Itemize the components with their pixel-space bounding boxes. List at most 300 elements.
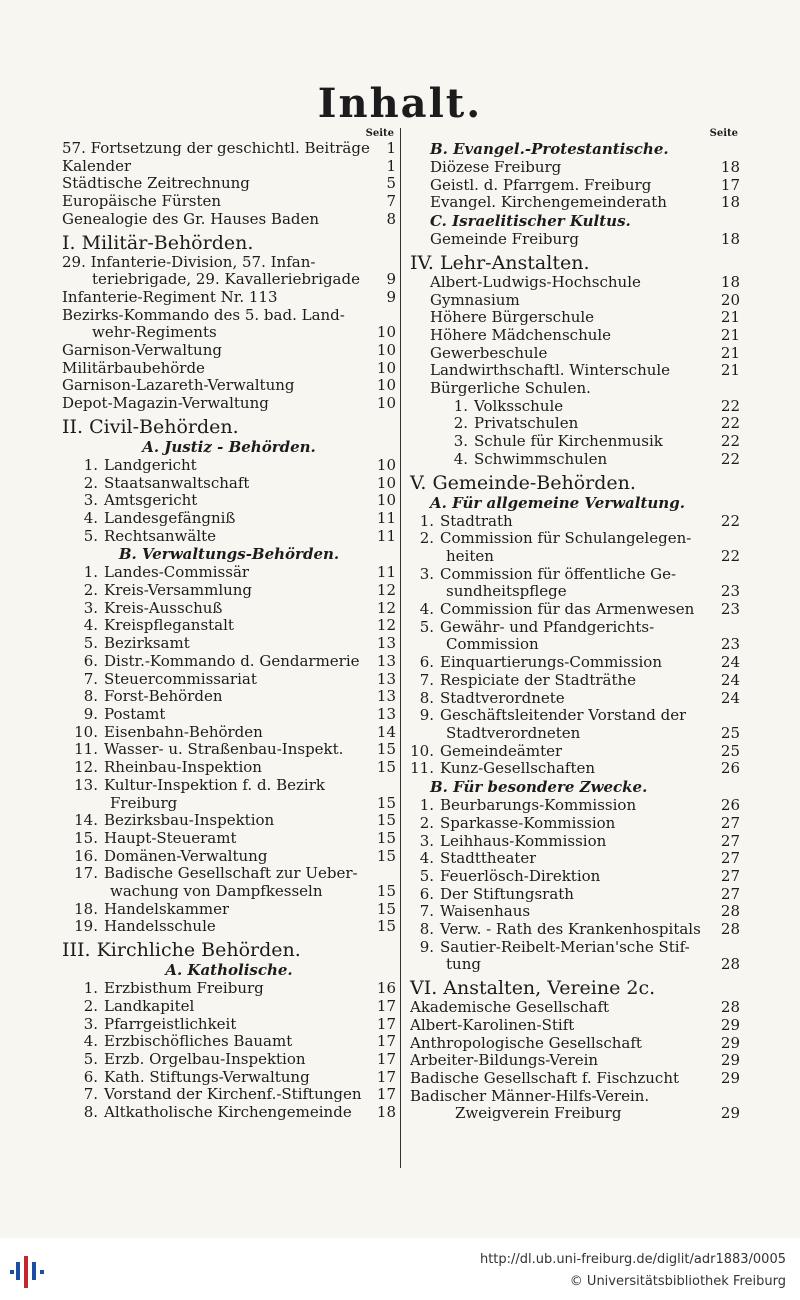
entry-title: Gemeinde Freiburg xyxy=(430,231,579,249)
entry-title: Handelsschule xyxy=(104,918,216,936)
toc-entry xyxy=(62,528,396,546)
entry-page-number: 9 xyxy=(386,270,396,289)
entry-title: Gewähr- und Pfandgerichts- xyxy=(440,618,655,636)
entry-title: Anthropologische Gesellschaft xyxy=(410,1034,642,1052)
entry-page-number: 24 xyxy=(720,653,740,672)
entry-number: 5. xyxy=(83,1050,98,1068)
entry-text xyxy=(430,327,611,345)
entry-page-number: 29 xyxy=(720,1068,740,1087)
entry-text xyxy=(74,582,252,600)
copyright-text: © Universitätsbibliothek Freiburg xyxy=(569,1274,786,1289)
entry-text xyxy=(430,194,667,212)
toc-entry xyxy=(410,274,740,292)
toc-entry xyxy=(410,292,740,310)
entry-text xyxy=(410,1088,649,1106)
entry-number: 2. xyxy=(453,415,468,433)
toc-entry xyxy=(62,564,396,582)
entry-text xyxy=(430,362,670,380)
entry-text xyxy=(410,868,600,886)
toc-entry xyxy=(62,510,396,528)
entry-page-number: 26 xyxy=(720,796,740,815)
toc-entry xyxy=(410,530,740,565)
entry-title: Evangel. Kirchengemeinderath xyxy=(430,194,667,212)
entry-text xyxy=(62,140,370,158)
toc-entry xyxy=(410,886,740,904)
entry-title: Infanterie-Regiment Nr. 113 xyxy=(62,288,278,306)
entry-page-number: 29 xyxy=(720,1033,740,1052)
toc-entry xyxy=(410,309,740,327)
entry-number: 14. xyxy=(74,812,98,830)
toc-entry xyxy=(62,457,396,475)
entry-number: 3. xyxy=(419,565,434,583)
toc-entry xyxy=(410,177,740,195)
entry-title: Altkatholische Kirchengemeinde xyxy=(104,1104,352,1122)
entry-title: Kreispfleganstalt xyxy=(104,617,234,635)
entry-number: 17. xyxy=(74,865,98,883)
entry-number: 8. xyxy=(419,689,434,707)
entry-title: Bezirks-Kommando des 5. bad. Land- xyxy=(62,306,345,324)
seite-label: Seite xyxy=(709,128,738,139)
entry-page-number: 16 xyxy=(376,979,396,998)
entry-text xyxy=(444,415,578,433)
entry-title: Kath. Stiftungs-Verwaltung xyxy=(104,1068,310,1086)
entry-text xyxy=(74,528,216,546)
entry-title: Domänen-Verwaltung xyxy=(104,847,268,865)
entry-page-number: 15 xyxy=(376,828,396,847)
entry-page-number: 21 xyxy=(720,343,740,362)
entry-title: Kunz-Gesellschaften xyxy=(440,760,596,778)
toc-entry xyxy=(62,1033,396,1051)
entry-text xyxy=(410,850,536,868)
entry-title: Schule für Kirchenmusik xyxy=(474,433,663,451)
entry-title: Rheinbau-Inspektion xyxy=(104,759,262,777)
entry-page-number: 21 xyxy=(720,308,740,327)
toc-entry xyxy=(410,1105,740,1123)
toc-entry xyxy=(410,415,740,433)
entry-number: 4. xyxy=(83,1033,98,1051)
entry-page-number: 10 xyxy=(376,491,396,510)
entry-page-number: 11 xyxy=(376,508,396,527)
entry-title: Kultur-Inspektion f. d. Bezirk xyxy=(104,776,325,794)
entry-number: 15. xyxy=(74,829,98,847)
entry-number: 5. xyxy=(83,635,98,653)
entry-page-number: 25 xyxy=(720,723,740,742)
toc-entry xyxy=(410,362,740,380)
entry-title: Sautier-Reibelt-Merian'sche Stif- xyxy=(440,938,690,956)
entry-title: Schwimmschulen xyxy=(474,450,608,468)
entry-text xyxy=(74,901,229,919)
section-heading: I. Militär-Behörden. xyxy=(62,231,254,254)
toc-entry xyxy=(62,342,396,360)
entry-title: Stadtrath xyxy=(440,512,513,530)
entry-title: Erzbisthum Freiburg xyxy=(104,980,264,998)
subsection-heading: B. Verwaltungs-Behörden. xyxy=(118,545,340,564)
entry-title: Stadtverordnete xyxy=(440,689,565,707)
entry-number: 12. xyxy=(74,759,98,777)
entry-text xyxy=(74,600,222,618)
entry-number: 3. xyxy=(453,433,468,451)
toc-entry xyxy=(410,1052,740,1070)
entry-page-number: 24 xyxy=(720,670,740,689)
entry-title: Privatschulen xyxy=(474,415,579,433)
entry-continuation: wehr-Regiments xyxy=(92,323,217,342)
toc-entry xyxy=(62,777,396,812)
entry-page-number: 18 xyxy=(720,193,740,212)
toc-entry xyxy=(62,254,396,289)
entry-title: Staatsanwaltschaft xyxy=(104,474,250,492)
entry-text xyxy=(410,707,686,742)
entry-number: 8. xyxy=(83,688,98,706)
entry-number: 5. xyxy=(419,618,434,636)
entry-title: 57. Fortsetzung der geschichtl. Beiträge xyxy=(62,140,370,157)
entry-page-number: 13 xyxy=(376,651,396,670)
entry-page-number: 17 xyxy=(376,1049,396,1068)
entry-text xyxy=(74,688,222,706)
entry-number: 2. xyxy=(83,582,98,600)
toc-entry xyxy=(62,706,396,724)
section-heading: III. Kirchliche Behörden. xyxy=(62,939,301,962)
toc-entry xyxy=(410,1088,740,1106)
toc-entry xyxy=(410,797,740,815)
toc-entry xyxy=(62,492,396,510)
entry-text xyxy=(410,797,636,815)
toc-entry xyxy=(62,1104,396,1122)
toc-entry xyxy=(62,158,396,176)
entry-page-number: 28 xyxy=(720,920,740,939)
entry-number: 4. xyxy=(419,850,434,868)
entry-text xyxy=(410,886,574,904)
entry-title: Feuerlösch-Direktion xyxy=(440,867,601,885)
entry-text xyxy=(62,307,345,342)
entry-page-number: 18 xyxy=(720,272,740,291)
entry-text xyxy=(410,530,691,565)
entry-title: Commission für das Armenwesen xyxy=(440,601,695,619)
entry-number: 3. xyxy=(419,832,434,850)
entry-continuation: wachung von Dampfkesseln xyxy=(110,882,323,901)
entry-text xyxy=(74,865,358,900)
entry-page-number: 21 xyxy=(720,361,740,380)
toc-entry xyxy=(410,815,740,833)
toc-entry xyxy=(62,582,396,600)
entry-title: Commission für Schulangelegen- xyxy=(440,530,692,548)
entry-page-number: 10 xyxy=(376,394,396,413)
subsection-heading: B. Evangel.-Protestantische. xyxy=(430,140,669,158)
entry-text xyxy=(410,690,565,708)
entry-text xyxy=(74,653,360,671)
entry-page-number: 17 xyxy=(376,1014,396,1033)
entry-page-number: 22 xyxy=(720,432,740,451)
entry-number: 2. xyxy=(419,530,434,548)
entry-page-number: 13 xyxy=(376,669,396,688)
entry-page-number: 22 xyxy=(720,449,740,468)
entry-page-number: 13 xyxy=(376,687,396,706)
section-heading: V. Gemeinde-Behörden. xyxy=(410,471,636,494)
entry-text xyxy=(74,1104,352,1122)
entry-text xyxy=(410,1035,642,1053)
entry-text xyxy=(410,1052,598,1070)
toc-entry xyxy=(410,194,740,212)
entry-text xyxy=(74,1051,306,1069)
entry-number: 7. xyxy=(419,903,434,921)
entry-number: 6. xyxy=(83,652,98,670)
toc-entry xyxy=(410,601,740,619)
entry-title: Landgericht xyxy=(104,456,197,474)
entry-text xyxy=(410,601,694,619)
toc-entry xyxy=(62,377,396,395)
entry-page-number: 14 xyxy=(376,722,396,741)
subsection-heading: A. Für allgemeine Verwaltung. xyxy=(430,493,685,512)
entry-text xyxy=(444,433,663,451)
section-heading: IV. Lehr-Anstalten. xyxy=(410,251,590,274)
entry-title: Höhere Bürgerschule xyxy=(430,309,595,327)
entry-number: 1. xyxy=(83,564,98,582)
entry-title: Landes-Commissär xyxy=(104,564,250,582)
entry-title: Kreis-Ausschuß xyxy=(104,599,223,617)
toc-entry xyxy=(62,175,396,193)
entry-title: Europäische Fürsten xyxy=(62,193,222,211)
entry-page-number: 15 xyxy=(376,740,396,759)
entry-title: Postamt xyxy=(104,705,166,723)
entry-page-number: 22 xyxy=(720,511,740,530)
entry-number: 2. xyxy=(83,997,98,1015)
toc-entry xyxy=(410,159,740,177)
permalink-link[interactable]: http://dl.ub.uni-freiburg.de/diglit/adr1883/0005 xyxy=(479,1252,786,1267)
entry-title: 29. Infanterie-Division, 57. Infan- xyxy=(62,253,316,271)
entry-title: Respiciate der Stadträthe xyxy=(440,671,637,689)
entry-title: Genealogie des Gr. Hauses Baden xyxy=(62,210,320,228)
entry-page-number: 10 xyxy=(376,358,396,377)
toc-entry xyxy=(62,980,396,998)
entry-title: Vorstand der Kirchenf.-Stiftungen xyxy=(104,1086,362,1104)
entry-text xyxy=(430,274,641,292)
entry-text xyxy=(74,475,249,493)
toc-entry xyxy=(410,833,740,851)
entry-page-number: 10 xyxy=(376,473,396,492)
toc-entry xyxy=(410,513,740,531)
entry-text xyxy=(74,1016,236,1034)
entry-title: Garnison-Verwaltung xyxy=(62,342,222,360)
entry-page-number: 23 xyxy=(720,582,740,601)
entry-text xyxy=(62,342,222,360)
entry-text xyxy=(430,231,579,249)
entry-title: Pfarrgeistlichkeit xyxy=(104,1015,237,1033)
entry-title: Militärbaubehörde xyxy=(62,359,205,377)
subsection-heading: A. Justiz - Behörden. xyxy=(142,437,316,456)
entry-page-number: 13 xyxy=(376,634,396,653)
entry-text xyxy=(410,903,530,921)
entry-text xyxy=(62,289,278,307)
entry-page-number: 23 xyxy=(720,600,740,619)
entry-text xyxy=(74,564,249,582)
toc-entry xyxy=(410,1070,740,1088)
entry-text xyxy=(74,1033,292,1051)
entry-text xyxy=(74,848,267,866)
entry-title: Erzbischöfliches Bauamt xyxy=(104,1033,293,1051)
toc-entry xyxy=(62,1051,396,1069)
entry-title: Akademische Gesellschaft xyxy=(410,999,610,1017)
entry-page-number: 15 xyxy=(376,899,396,918)
toc-entry xyxy=(410,760,740,778)
entry-title: Städtische Zeitrechnung xyxy=(62,175,250,193)
entry-page-number: 28 xyxy=(720,998,740,1017)
entry-page-number: 15 xyxy=(376,846,396,865)
entry-page-number: 12 xyxy=(376,581,396,600)
entry-text xyxy=(62,193,221,211)
entry-continuation: tung xyxy=(446,955,481,974)
entry-text xyxy=(410,743,562,761)
entry-continuation: sundheitspflege xyxy=(446,582,567,601)
entry-number: 7. xyxy=(419,671,434,689)
entry-title: Bezirksbau-Inspektion xyxy=(104,812,275,830)
toc-entry xyxy=(62,865,396,900)
toc-entry xyxy=(62,1016,396,1034)
toc-entry xyxy=(62,475,396,493)
entry-page-number: 10 xyxy=(376,376,396,395)
toc-entry xyxy=(410,619,740,654)
entry-number: 7. xyxy=(83,1086,98,1104)
toc-entry xyxy=(62,671,396,689)
entry-number: 5. xyxy=(83,527,98,545)
entry-title: Wasser- u. Straßenbau-Inspekt. xyxy=(104,741,344,759)
entry-text xyxy=(74,617,234,635)
entry-page-number: 18 xyxy=(376,1103,396,1122)
subsection-heading: C. Israelitischer Kultus. xyxy=(430,212,631,231)
entry-title: Verw. - Rath des Krankenhospitals xyxy=(440,921,701,939)
entry-title: Zweigverein Freiburg xyxy=(455,1105,622,1123)
entry-page-number: 22 xyxy=(720,396,740,415)
toc-entry xyxy=(410,566,740,601)
entry-page-number: 15 xyxy=(376,758,396,777)
entry-title: Volksschule xyxy=(474,397,564,415)
entry-page-number: 11 xyxy=(376,526,396,545)
entry-number: 11. xyxy=(410,760,434,778)
entry-text xyxy=(62,175,250,193)
entry-number: 18. xyxy=(74,900,98,918)
entry-text xyxy=(410,654,662,672)
entry-page-number: 18 xyxy=(720,158,740,176)
entry-number: 3. xyxy=(83,599,98,617)
toc-entry xyxy=(410,231,740,249)
entry-page-number: 10 xyxy=(376,341,396,360)
entry-number: 9. xyxy=(419,707,434,725)
entry-page-number: 15 xyxy=(376,793,396,812)
entry-page-number: 7 xyxy=(386,192,396,211)
entry-title: Kalender xyxy=(62,157,132,175)
entry-page-number: 25 xyxy=(720,741,740,760)
entry-page-number: 11 xyxy=(376,563,396,582)
toc-entry xyxy=(62,360,396,378)
entry-text xyxy=(430,292,520,310)
entry-title: Höhere Mädchenschule xyxy=(430,326,612,344)
toc-entry xyxy=(410,999,740,1017)
entry-title: Steuercommissariat xyxy=(104,670,257,688)
entry-number: 2. xyxy=(83,474,98,492)
entry-title: Eisenbahn-Behörden xyxy=(104,723,263,741)
entry-text xyxy=(74,980,264,998)
entry-title: Forst-Behörden xyxy=(104,688,223,706)
entry-number: 9. xyxy=(83,705,98,723)
entry-title: Amtsgericht xyxy=(104,492,198,510)
entry-text xyxy=(430,380,591,398)
right-column xyxy=(410,128,740,1123)
entry-page-number: 17 xyxy=(720,175,740,194)
entry-text xyxy=(74,830,236,848)
entry-page-number: 9 xyxy=(386,287,396,306)
entry-page-number: 5 xyxy=(386,174,396,193)
entry-title: Stadttheater xyxy=(440,850,537,868)
entry-page-number: 15 xyxy=(376,882,396,901)
toc-entry xyxy=(410,743,740,761)
toc-entry xyxy=(410,868,740,886)
entry-number: 4. xyxy=(83,509,98,527)
entry-page-number: 18 xyxy=(720,230,740,249)
toc-entry xyxy=(62,140,396,158)
entry-text xyxy=(74,918,216,936)
toc-entry xyxy=(410,921,740,939)
entry-number: 6. xyxy=(419,654,434,672)
entry-number: 1. xyxy=(83,980,98,998)
entry-text xyxy=(74,812,274,830)
entry-text xyxy=(74,492,197,510)
entry-title: Distr.-Kommando d. Gendarmerie xyxy=(104,652,360,670)
entry-title: Gemeindeämter xyxy=(440,742,563,760)
entry-number: 10. xyxy=(74,723,98,741)
entry-text xyxy=(74,724,263,742)
justiz-list xyxy=(62,457,396,546)
subsection-heading: A. Katholische. xyxy=(165,961,293,980)
toc-entry xyxy=(410,398,740,416)
entry-text xyxy=(455,1105,621,1123)
entry-page-number: 10 xyxy=(376,455,396,474)
entry-number: 6. xyxy=(419,885,434,903)
toc-entry xyxy=(62,653,396,671)
entry-title: Badischer Männer-Hilfs-Verein. xyxy=(410,1087,650,1105)
entry-page-number: 17 xyxy=(376,1085,396,1104)
entry-title: Gewerbeschule xyxy=(430,344,548,362)
toc-entry xyxy=(62,918,396,936)
entry-number: 8. xyxy=(419,921,434,939)
entry-text xyxy=(74,671,257,689)
entry-number: 7. xyxy=(83,670,98,688)
entry-title: Arbeiter-Bildungs-Verein xyxy=(410,1052,599,1070)
entry-continuation: heiten xyxy=(446,546,494,565)
entry-title: Badische Gesellschaft zur Ueber- xyxy=(104,865,358,883)
toc-entry xyxy=(62,211,396,229)
toc-entry xyxy=(62,617,396,635)
entry-page-number: 13 xyxy=(376,704,396,723)
toc-entry xyxy=(410,690,740,708)
toc-entry xyxy=(62,600,396,618)
entry-title: Geschäftsleitender Vorstand der xyxy=(440,707,687,725)
entry-text xyxy=(74,777,325,812)
entry-text xyxy=(74,635,190,653)
entry-page-number: 12 xyxy=(376,616,396,635)
toc-entry xyxy=(410,1017,740,1035)
toc-entry xyxy=(62,724,396,742)
entry-text xyxy=(62,158,131,176)
entry-page-number: 15 xyxy=(376,917,396,936)
entry-title: Einquartierungs-Commission xyxy=(440,654,662,672)
entry-title: Gymnasium xyxy=(430,291,520,309)
entry-number: 1. xyxy=(453,397,468,415)
seite-label: Seite xyxy=(365,128,394,139)
toc-entry xyxy=(62,1086,396,1104)
entry-page-number: 22 xyxy=(720,414,740,433)
entry-number: 3. xyxy=(83,1015,98,1033)
toc-entry xyxy=(62,289,396,307)
entry-title: Beurbarungs-Kommission xyxy=(440,797,637,815)
entry-title: Badische Gesellschaft f. Fischzucht xyxy=(410,1069,680,1087)
